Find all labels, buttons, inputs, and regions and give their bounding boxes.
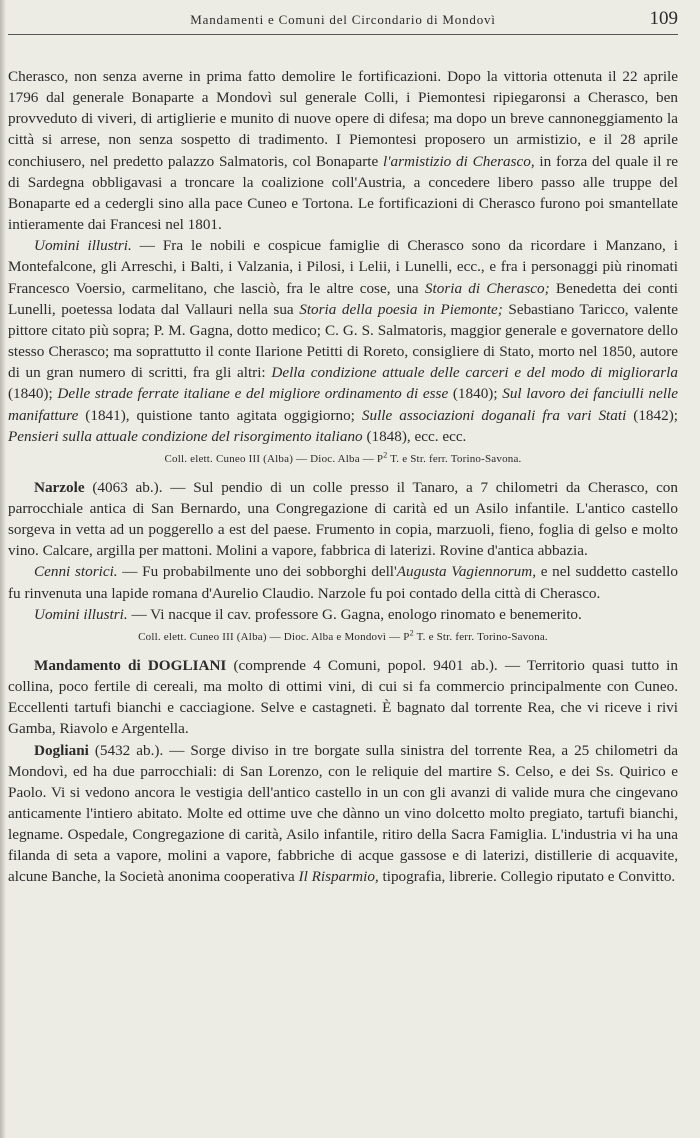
note-superscript: 2 xyxy=(409,628,414,638)
text-run: (4063 ab.). — Sul pendio di un colle presso il Tanaro, a 7 chilometri da Cherasco, con parrocchiale antica di San Bernardo, una Congregazione di carità ed un Asilo infantile. L'antico castello sorgeva in vetta ad un poggerello a est del paese. Frumento in copia, marzuoli, fieno, foglia di gelso e molto vino. Calcare, argilla per mattoni. Molini a vapore, fabbrica di laterizi. Rovine d'antica abbazia. xyxy=(8,478,678,560)
section-heading-italic: Uomini illustri. xyxy=(34,605,128,623)
text-run: — Fra le nobili e cospicue famiglie di Cherasco sono da ricordare i Manzano, i Montefalcone, gli Arreschi, i Balti, i Valzania, i Pilosi, i Lelii, i Lunelli, ecc., e fra i personaggi più rinomati Francesco Voersio, carmelitano, che lasciò, fra le altre cose, una xyxy=(8,237,678,297)
italic-run: Storia della poesia in Piemonte; xyxy=(299,300,503,318)
administrative-note-cherasco xyxy=(8,449,678,469)
paragraph-cherasco-history xyxy=(8,66,678,235)
paragraph-narzole xyxy=(8,477,678,562)
italic-run: Augusta Vagiennorum, xyxy=(396,563,537,581)
page-binding-shadow xyxy=(0,0,6,1138)
running-title: Mandamenti e Comuni del Circondario di Mondovì xyxy=(190,12,496,27)
paragraph-cherasco-notable-people xyxy=(8,235,678,447)
text-run: (5432 ab.). — Sorge diviso in tre borgate sulla sinistra del torrente Rea, a 25 chilometri da Mondovì, ed ha due parrocchiali: di San Lorenzo, con le reliquie del martire S. Celso, e dei Ss. Quirico e Paolo. Vi si vedono ancora le vestigia dell'antico castello in un con gli avanzi di valide mura che cingevano anticamente l'intiero abitato. Molte ed ottime uve che dànno un vino dolcetto molto pregiato, tartufi bianchi, legname. Ospedale, Congregazione di carità, Asilo infantile, ritiro della Sacra Famiglia. L'industria vi ha una filanda di seta a vapore, molini a vapore, fabbriche di acque gassose e di laterizi, distillerie di acquavite, alcune Banche, la Società anonima cooperativa xyxy=(8,741,678,886)
text-run: (comprende 4 Comuni, popol. 9401 ab.). — Territorio quasi tutto in collina, poco fertile di cereali, ma molto di ottimi vini, di cui si fa commercio principalmente con Cuneo. Eccellenti tartufi bianchi e cacciagione. Selve e castagneti. È bagnato dal torrente Rea, che vi riceve i rivi Gamba, Riavolo e Argentella. xyxy=(8,656,678,738)
text-run: — Fu probabilmente uno dei sobborghi dell' xyxy=(117,563,397,581)
text-run: (1842); xyxy=(626,406,678,424)
page-number: 109 xyxy=(649,8,678,29)
note-text: T. e Str. ferr. Torino-Savona. xyxy=(413,630,548,643)
place-name-bold: DOGLIANI xyxy=(147,656,227,674)
text-run: tipografia, librerie. Collegio riputato e Convitto. xyxy=(378,868,676,886)
italic-run: Pensieri sulla attuale condizione del risorgimento italiano xyxy=(8,427,363,445)
note-text: T. e Str. ferr. Torino-Savona. xyxy=(387,452,522,465)
text-run-bold-lead: Mandamento di xyxy=(34,656,148,674)
note-superscript: 2 xyxy=(383,450,388,460)
italic-run: Delle strade ferrate italiane e del migliore ordinamento di esse xyxy=(57,385,449,403)
note-text: Coll. elett. Cuneo III (Alba) — Dioc. Alba e Mondovì — P xyxy=(138,630,410,643)
text-run: Sebastiano Taricco, valente pittore citato più sopra; P. M. Gagna, dotto medico; C. G. S. Salmatoris, maggior generale e governatore dello stesso Cherasco; ma soprattutto il conte Ilarione Petitti di Roreto, consigliere di Stato, morto nel 1850, autore di un gran numero di scritti, fra gli altri: xyxy=(8,300,678,382)
italic-run: Sul lavoro dei fanciulli nelle manifatture xyxy=(8,385,679,424)
text-run: (1841), quistione tanto agitata oggigiorno; xyxy=(78,406,362,424)
text-run: (1840); xyxy=(448,385,503,403)
place-name-bold: Dogliani xyxy=(34,741,89,759)
note-text: Coll. elett. Cuneo III (Alba) — Dioc. Alba — P xyxy=(164,452,384,465)
italic-run: Il Risparmio, xyxy=(298,868,379,886)
text-run: Benedetta dei conti Lunelli, poetessa lodata dal Vallauri nella sua xyxy=(8,279,678,318)
page-body xyxy=(8,66,678,888)
paragraph-mandamento-dogliani xyxy=(8,655,678,740)
section-heading-italic: Cenni storici. xyxy=(34,563,118,581)
text-run: (1848), ecc. ecc. xyxy=(362,427,467,445)
text-run: — Vi nacque il cav. professore G. Gagna, enologo rinomato e benemerito. xyxy=(127,605,582,623)
italic-run: l'armistizio di Cherasco, xyxy=(383,152,535,170)
paragraph-narzole-notable-people xyxy=(8,604,678,625)
running-header xyxy=(8,8,678,35)
text-run: in forza del quale il re di Sardegna obbligavasi a troncare la coalizione coll'Austria, a concedere libero passo alle truppe del Bonaparte ed a cedergli sino alla pace Cuneo e Tortona. Le fortificazioni di Cherasco furono poi smantellate intieramente dai Francesi nel 1801. xyxy=(8,152,679,234)
italic-run: Della condizione attuale delle carceri e del modo di migliorarla xyxy=(271,364,678,382)
italic-run: Storia di Cherasco; xyxy=(424,279,550,297)
section-heading-italic: Uomini illustri. xyxy=(34,237,132,255)
text-run: (1840); xyxy=(8,385,58,403)
text-run: Cherasco, non senza averne in prima fatto demolire le fortificazioni. Dopo la vittoria ottenuta il 22 aprile 1796 dal generale Bonaparte a Mondovì sul generale Colli, i Piemontesi ripiegaronsi a Cherasco, ben provveduto di viveri, di artiglierie e munito di nuove opere di difesa; ma dopo un breve cannoneggiamento la città si arrese, non senza sospetto di tradimento. I Piemontesi proposero un armistizio, e il 28 aprile conchiusero, nel predetto palazzo Salmatoris, col Bonaparte xyxy=(8,68,678,170)
italic-run: Sulle associazioni doganali fra vari Stati xyxy=(361,406,627,424)
administrative-note-narzole xyxy=(8,627,678,647)
place-name-bold: Narzole xyxy=(34,478,85,496)
paragraph-dogliani xyxy=(8,740,678,888)
text-run: e nel suddetto castello fu rinvenuta una lapide romana d'Aurelio Claudio. Narzole fu poi contado della città di Cherasco. xyxy=(8,563,678,602)
paragraph-narzole-history xyxy=(8,561,678,603)
